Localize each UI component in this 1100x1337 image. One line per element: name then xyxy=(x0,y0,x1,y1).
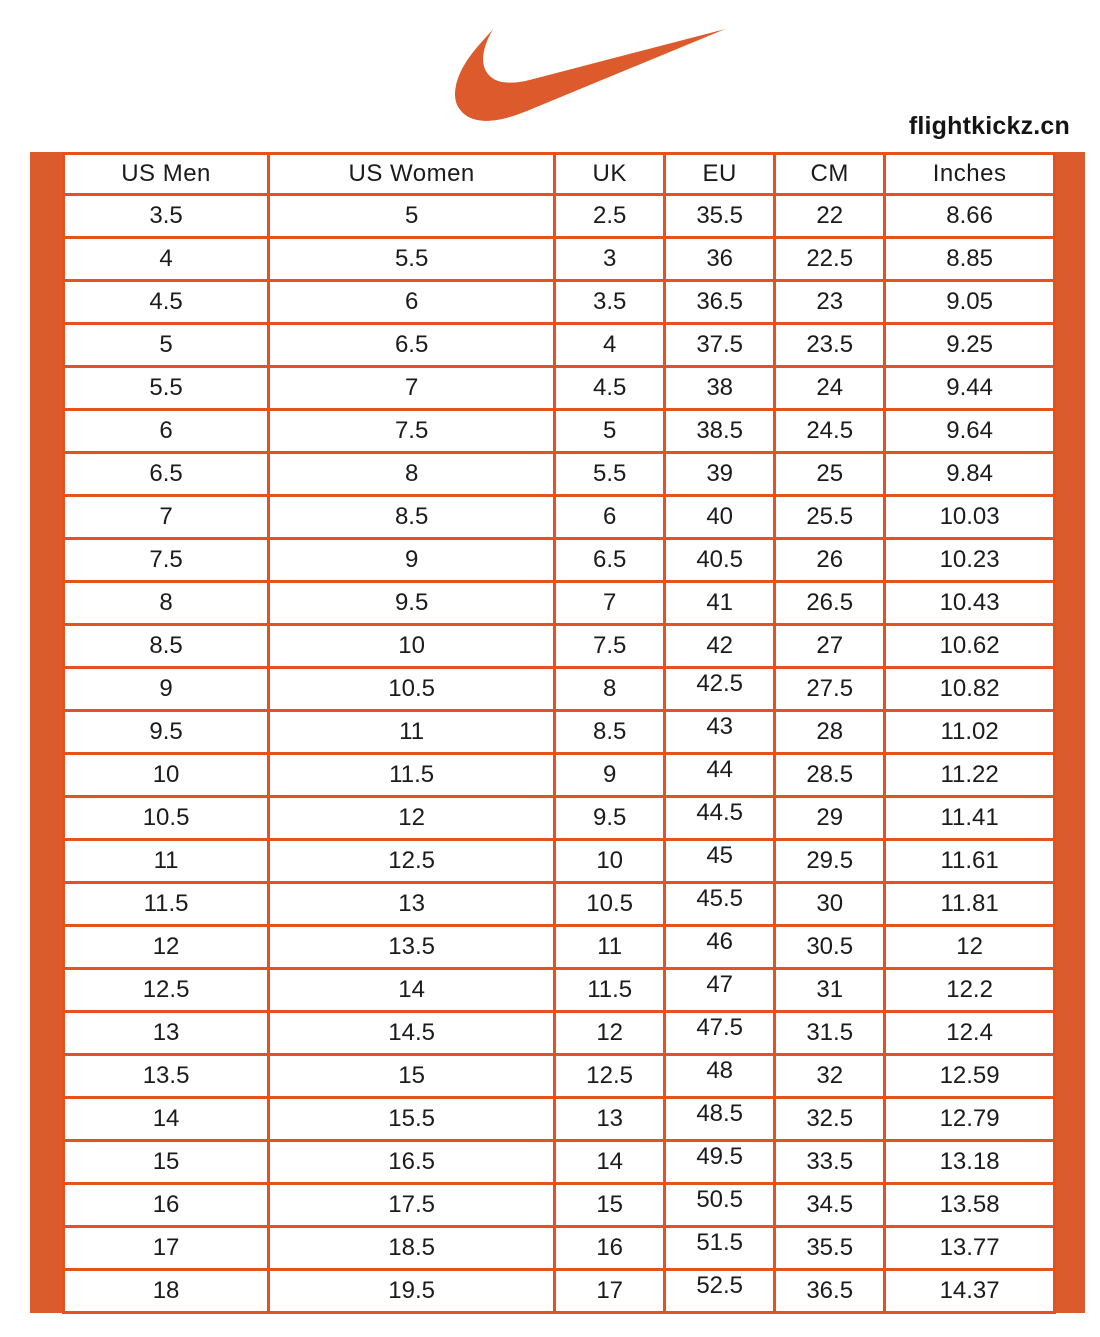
size-cell: 11.02 xyxy=(885,711,1055,754)
size-cell: 42.5 xyxy=(665,668,775,711)
size-cell: 31.5 xyxy=(775,1012,885,1055)
size-cell: 12.5 xyxy=(64,969,269,1012)
size-cell: 11 xyxy=(64,840,269,883)
size-cell: 11.22 xyxy=(885,754,1055,797)
size-cell: 10.5 xyxy=(555,883,665,926)
size-cell: 12 xyxy=(555,1012,665,1055)
size-cell: 27.5 xyxy=(775,668,885,711)
size-cell: 8.5 xyxy=(64,625,269,668)
size-cell: 47.5 xyxy=(665,1012,775,1055)
size-cell: 35.5 xyxy=(775,1227,885,1270)
size-cell: 19.5 xyxy=(269,1270,555,1313)
size-cell: 9 xyxy=(269,539,555,582)
table-row xyxy=(64,1141,1055,1184)
table-row xyxy=(64,840,1055,883)
size-cell: 25 xyxy=(775,453,885,496)
size-cell: 38.5 xyxy=(665,410,775,453)
size-cell: 5 xyxy=(269,195,555,238)
table-row xyxy=(64,410,1055,453)
table-body xyxy=(64,195,1055,1313)
size-cell: 9 xyxy=(64,668,269,711)
size-cell: 6.5 xyxy=(269,324,555,367)
size-cell: 8.85 xyxy=(885,238,1055,281)
table-row xyxy=(64,367,1055,410)
size-cell: 12 xyxy=(64,926,269,969)
size-chart-table xyxy=(62,152,1056,1314)
size-cell: 11 xyxy=(555,926,665,969)
size-cell: 52.5 xyxy=(665,1270,775,1313)
table-row xyxy=(64,625,1055,668)
size-cell: 5.5 xyxy=(64,367,269,410)
size-cell: 24.5 xyxy=(775,410,885,453)
table-row xyxy=(64,926,1055,969)
table-header xyxy=(64,154,1055,195)
size-cell: 43 xyxy=(665,711,775,754)
table-row xyxy=(64,1227,1055,1270)
size-cell: 36.5 xyxy=(775,1270,885,1313)
size-cell: 44 xyxy=(665,754,775,797)
table-row xyxy=(64,281,1055,324)
size-cell: 8.66 xyxy=(885,195,1055,238)
table-row xyxy=(64,238,1055,281)
size-cell: 12 xyxy=(269,797,555,840)
size-cell: 13.58 xyxy=(885,1184,1055,1227)
size-cell: 17 xyxy=(64,1227,269,1270)
size-cell: 13.18 xyxy=(885,1141,1055,1184)
table-row xyxy=(64,1184,1055,1227)
size-cell: 9.05 xyxy=(885,281,1055,324)
size-cell: 28.5 xyxy=(775,754,885,797)
size-cell: 13.5 xyxy=(269,926,555,969)
size-cell: 8 xyxy=(555,668,665,711)
nike-swoosh-icon xyxy=(455,28,725,122)
size-cell: 9.5 xyxy=(555,797,665,840)
size-cell: 6.5 xyxy=(555,539,665,582)
size-cell: 7 xyxy=(269,367,555,410)
size-cell: 9.5 xyxy=(64,711,269,754)
size-cell: 4 xyxy=(555,324,665,367)
size-cell: 4.5 xyxy=(64,281,269,324)
size-cell: 48 xyxy=(665,1055,775,1098)
size-cell: 30 xyxy=(775,883,885,926)
size-cell: 7 xyxy=(64,496,269,539)
size-chart xyxy=(30,152,1085,1313)
size-cell: 37.5 xyxy=(665,324,775,367)
size-cell: 32 xyxy=(775,1055,885,1098)
size-cell: 26 xyxy=(775,539,885,582)
table-row xyxy=(64,1012,1055,1055)
size-cell: 28 xyxy=(775,711,885,754)
size-cell: 36.5 xyxy=(665,281,775,324)
size-cell: 42 xyxy=(665,625,775,668)
size-cell: 10.62 xyxy=(885,625,1055,668)
size-cell: 11.5 xyxy=(64,883,269,926)
size-cell: 8 xyxy=(64,582,269,625)
size-cell: 18.5 xyxy=(269,1227,555,1270)
size-cell: 10.82 xyxy=(885,668,1055,711)
size-cell: 39 xyxy=(665,453,775,496)
size-cell: 9.25 xyxy=(885,324,1055,367)
size-cell: 23.5 xyxy=(775,324,885,367)
table-row xyxy=(64,453,1055,496)
size-cell: 4.5 xyxy=(555,367,665,410)
size-cell: 17.5 xyxy=(269,1184,555,1227)
size-cell: 7 xyxy=(555,582,665,625)
column-header-us-men: US Men xyxy=(64,154,269,195)
size-cell: 14 xyxy=(269,969,555,1012)
table-row xyxy=(64,496,1055,539)
table-row xyxy=(64,324,1055,367)
size-cell: 41 xyxy=(665,582,775,625)
size-cell: 5.5 xyxy=(269,238,555,281)
column-header-eu: EU xyxy=(665,154,775,195)
size-cell: 15 xyxy=(64,1141,269,1184)
size-cell: 26.5 xyxy=(775,582,885,625)
size-cell: 14 xyxy=(64,1098,269,1141)
size-cell: 5.5 xyxy=(555,453,665,496)
column-header-uk: UK xyxy=(555,154,665,195)
size-cell: 29.5 xyxy=(775,840,885,883)
size-cell: 10.5 xyxy=(64,797,269,840)
size-cell: 15.5 xyxy=(269,1098,555,1141)
left-accent-bar xyxy=(30,152,62,1313)
size-cell: 8.5 xyxy=(555,711,665,754)
size-cell: 13 xyxy=(64,1012,269,1055)
size-cell: 7.5 xyxy=(64,539,269,582)
size-cell: 5 xyxy=(555,410,665,453)
size-cell: 18 xyxy=(64,1270,269,1313)
size-cell: 11.41 xyxy=(885,797,1055,840)
size-cell: 13.5 xyxy=(64,1055,269,1098)
size-cell: 16 xyxy=(64,1184,269,1227)
size-cell: 16.5 xyxy=(269,1141,555,1184)
size-cell: 22 xyxy=(775,195,885,238)
size-cell: 10 xyxy=(555,840,665,883)
size-cell: 11.5 xyxy=(555,969,665,1012)
size-cell: 10 xyxy=(269,625,555,668)
size-cell: 34.5 xyxy=(775,1184,885,1227)
size-cell: 40 xyxy=(665,496,775,539)
table-row xyxy=(64,582,1055,625)
size-cell: 11.61 xyxy=(885,840,1055,883)
size-cell: 10.23 xyxy=(885,539,1055,582)
size-cell: 33.5 xyxy=(775,1141,885,1184)
size-cell: 15 xyxy=(269,1055,555,1098)
size-cell: 17 xyxy=(555,1270,665,1313)
size-cell: 16 xyxy=(555,1227,665,1270)
table-row xyxy=(64,754,1055,797)
size-cell: 40.5 xyxy=(665,539,775,582)
size-cell: 5 xyxy=(64,324,269,367)
size-cell: 31 xyxy=(775,969,885,1012)
size-cell: 14.37 xyxy=(885,1270,1055,1313)
size-cell: 30.5 xyxy=(775,926,885,969)
size-cell: 3 xyxy=(555,238,665,281)
size-cell: 12.79 xyxy=(885,1098,1055,1141)
size-cell: 6 xyxy=(555,496,665,539)
table-row xyxy=(64,668,1055,711)
size-cell: 12 xyxy=(885,926,1055,969)
size-cell: 14 xyxy=(555,1141,665,1184)
website-label: flightkickz.cn xyxy=(908,112,1070,140)
size-cell: 24 xyxy=(775,367,885,410)
size-cell: 11.5 xyxy=(269,754,555,797)
size-cell: 8.5 xyxy=(269,496,555,539)
size-cell: 10.5 xyxy=(269,668,555,711)
size-cell: 6 xyxy=(64,410,269,453)
column-header-inches: Inches xyxy=(885,154,1055,195)
size-cell: 45 xyxy=(665,840,775,883)
size-cell: 7.5 xyxy=(269,410,555,453)
table-row xyxy=(64,797,1055,840)
table-row xyxy=(64,883,1055,926)
table-row xyxy=(64,969,1055,1012)
size-cell: 27 xyxy=(775,625,885,668)
size-cell: 3.5 xyxy=(64,195,269,238)
table-row xyxy=(64,1098,1055,1141)
size-cell: 12.2 xyxy=(885,969,1055,1012)
size-cell: 36 xyxy=(665,238,775,281)
size-cell: 13.77 xyxy=(885,1227,1055,1270)
size-cell: 38 xyxy=(665,367,775,410)
size-cell: 46 xyxy=(665,926,775,969)
size-cell: 10.03 xyxy=(885,496,1055,539)
table-row xyxy=(64,195,1055,238)
size-cell: 12.5 xyxy=(555,1055,665,1098)
size-cell: 12.5 xyxy=(269,840,555,883)
size-cell: 15 xyxy=(555,1184,665,1227)
table-row xyxy=(64,1270,1055,1313)
size-cell: 8 xyxy=(269,453,555,496)
size-cell: 14.5 xyxy=(269,1012,555,1055)
size-cell: 10.43 xyxy=(885,582,1055,625)
size-cell: 11.81 xyxy=(885,883,1055,926)
size-cell: 3.5 xyxy=(555,281,665,324)
size-cell: 6 xyxy=(269,281,555,324)
size-cell: 7.5 xyxy=(555,625,665,668)
size-cell: 29 xyxy=(775,797,885,840)
size-cell: 4 xyxy=(64,238,269,281)
size-cell: 12.59 xyxy=(885,1055,1055,1098)
size-cell: 23 xyxy=(775,281,885,324)
size-cell: 44.5 xyxy=(665,797,775,840)
column-header-cm: CM xyxy=(775,154,885,195)
size-cell: 49.5 xyxy=(665,1141,775,1184)
size-cell: 35.5 xyxy=(665,195,775,238)
size-cell: 47 xyxy=(665,969,775,1012)
size-cell: 13 xyxy=(555,1098,665,1141)
size-cell: 9.84 xyxy=(885,453,1055,496)
size-cell: 6.5 xyxy=(64,453,269,496)
size-cell: 9.5 xyxy=(269,582,555,625)
size-cell: 45.5 xyxy=(665,883,775,926)
size-cell: 51.5 xyxy=(665,1227,775,1270)
column-header-us-women: US Women xyxy=(269,154,555,195)
size-cell: 9.44 xyxy=(885,367,1055,410)
size-cell: 13 xyxy=(269,883,555,926)
size-cell: 32.5 xyxy=(775,1098,885,1141)
size-cell: 9 xyxy=(555,754,665,797)
table-row xyxy=(64,539,1055,582)
size-cell: 50.5 xyxy=(665,1184,775,1227)
size-cell: 9.64 xyxy=(885,410,1055,453)
size-cell: 2.5 xyxy=(555,195,665,238)
table-row xyxy=(64,1055,1055,1098)
size-cell: 25.5 xyxy=(775,496,885,539)
size-cell: 12.4 xyxy=(885,1012,1055,1055)
header-row xyxy=(64,154,1055,195)
size-cell: 22.5 xyxy=(775,238,885,281)
size-cell: 10 xyxy=(64,754,269,797)
right-accent-bar xyxy=(1056,152,1085,1313)
size-cell: 11 xyxy=(269,711,555,754)
table-row xyxy=(64,711,1055,754)
size-cell: 48.5 xyxy=(665,1098,775,1141)
